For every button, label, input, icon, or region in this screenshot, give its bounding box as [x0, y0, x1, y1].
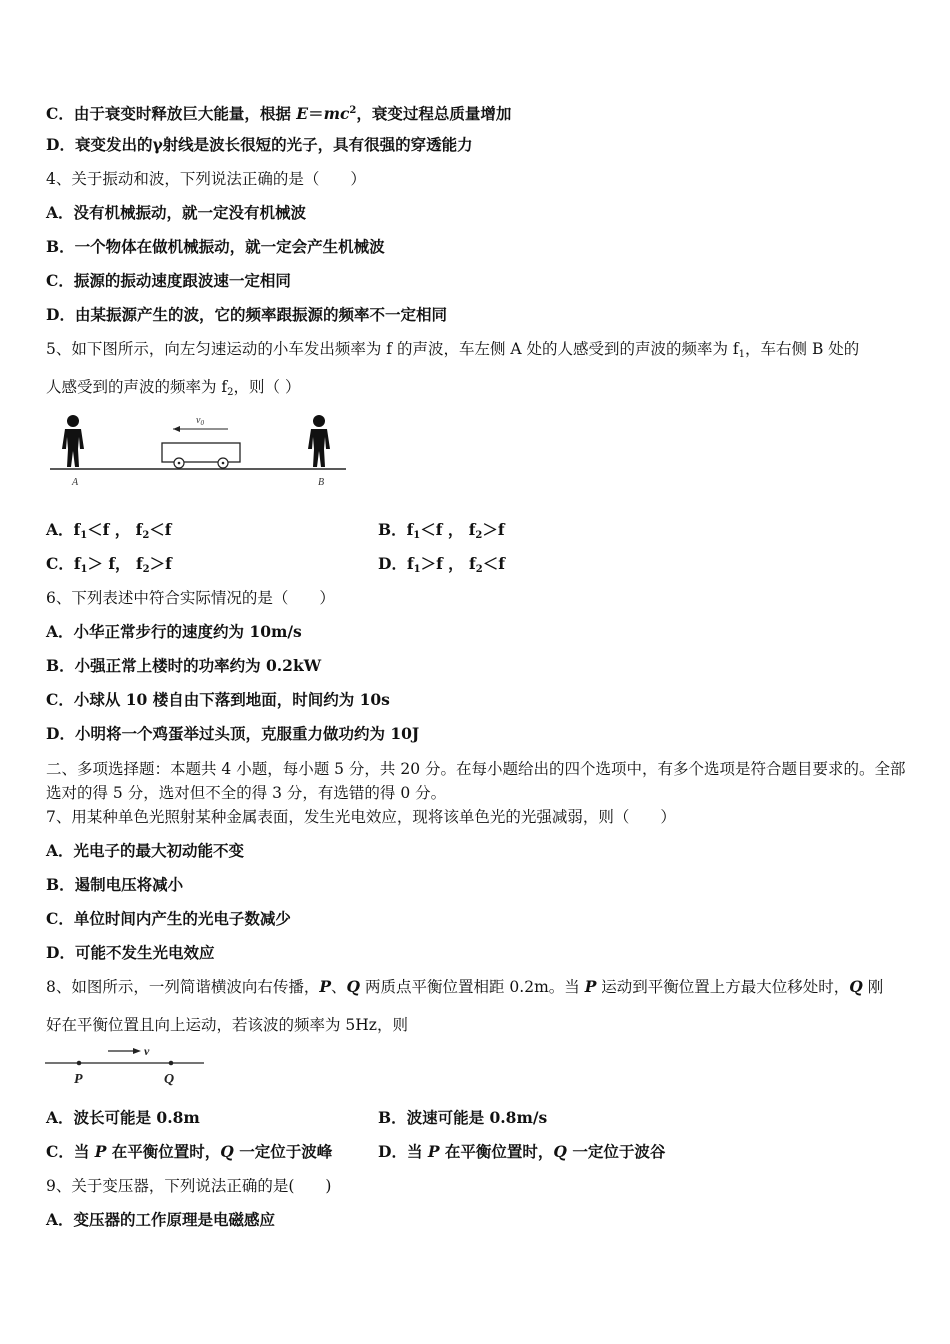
q9-option-a: A．变压器的工作原理是电磁感应 [46, 1210, 276, 1229]
q8-option-b: B．波速可能是 0.8m/s [378, 1108, 548, 1127]
q6-stem: 6、下列表述中符合实际情况的是（ ） [46, 589, 335, 607]
q5-option-a: A．$f_1<f$ ， $f_2<f$ [46, 520, 172, 541]
q6-option-a: A．小华正常步行的速度约为 10m/s [46, 622, 302, 641]
q3-option-c: C．由于衰变时释放巨大能量，根据 $E=mc^2$，衰变过程总质量增加 [46, 104, 512, 123]
q9-stem: 9、关于变压器，下列说法正确的是( ) [46, 1177, 332, 1195]
point-p-icon [77, 1061, 82, 1066]
q6-option-d: D．小明将一个鸡蛋举过头顶，克服重力做功约为 10J [46, 724, 420, 743]
section-2-heading: 二、多项选择题：本题共 4 小题，每小题 5 分，共 20 分。在每小题给出的四个选项中，有多个选项是符合题目要求的。全部选对的得 5 分，选对但不全的得 3 分，有选错的得 0 分。 [46, 760, 906, 802]
q8-figure-wave [44, 1040, 209, 1090]
fig-label-a: A [72, 477, 79, 488]
q5-figure-cart-and-listeners [46, 405, 351, 490]
point-q-icon [169, 1061, 174, 1066]
q7-option-c: C．单位时间内产生的光电子数减少 [46, 909, 291, 928]
fig-label-b: B [318, 477, 325, 488]
q8-option-a: A．波长可能是 0.8m [46, 1108, 200, 1127]
fig-label-v0: $v_0$ [196, 415, 204, 427]
q7-stem: 7、用某种单色光照射某种金属表面，发生光电效应，现将该单色光的光强减弱，则（ ） [46, 808, 676, 826]
q4-option-b: B．一个物体在做机械振动，就一定会产生机械波 [46, 237, 385, 256]
q5-option-c: C．$f_1> f$， $f_2>f$ [46, 554, 172, 575]
q5-option-d: D．$f_1>f$ ， $f_2<f$ [378, 554, 505, 575]
q7-option-b: B．遏制电压将减小 [46, 875, 184, 894]
q6-option-b: B．小强正常上楼时的功率约为 0.2kW [46, 656, 322, 675]
q8-option-c: C．当 P 在平衡位置时，Q 一定位于波峰 [46, 1142, 333, 1161]
q7-option-d: D．可能不发生光电效应 [46, 943, 215, 962]
fig-label-v: v [144, 1044, 150, 1058]
q4-stem: 4、关于振动和波，下列说法正确的是（ ） [46, 170, 366, 188]
q5-option-b: B．$f_1<f$ ， $f_2>f$ [378, 520, 505, 541]
fig-label-p: P [74, 1072, 83, 1087]
person-b-icon [308, 415, 330, 467]
person-a-icon [62, 415, 84, 467]
velocity-arrow-icon [108, 1048, 141, 1054]
cart-icon [162, 443, 240, 468]
q5-stem-line2: 人感受到的声波的频率为 $f_2$，则（ ） [46, 378, 301, 398]
q4-option-d: D．由某振源产生的波，它的频率跟振源的频率不一定相同 [46, 305, 447, 324]
q7-option-a: A．光电子的最大初动能不变 [46, 841, 245, 860]
q8-stem-line2: 好在平衡位置且向上运动，若该波的频率为 5Hz，则 [46, 1016, 408, 1034]
q4-option-c: C．振源的振动速度跟波速一定相同 [46, 271, 291, 290]
q4-option-a: A．没有机械振动，就一定没有机械波 [46, 203, 307, 222]
q8-option-d: D．当 P 在平衡位置时，Q 一定位于波谷 [378, 1142, 666, 1161]
fig-label-q: Q [164, 1072, 175, 1087]
q8-stem-line1: 8、如图所示，一列简谐横波向右传播，P、Q 两质点平衡位置相距 0.2m。当 P 运动到平衡位置上方最大位移处时，Q 刚 [46, 977, 884, 996]
q5-stem-line1: 5、如下图所示，向左匀速运动的小车发出频率为 f 的声波，车左侧 A 处的人感受到的声波的频率为 $f_1$，车右侧 B 处的 [46, 340, 860, 360]
q3-option-d: D．衰变发出的γ射线是波长很短的光子，具有很强的穿透能力 [46, 135, 473, 154]
q6-option-c: C．小球从 10 楼自由下落到地面，时间约为 10s [46, 690, 390, 709]
